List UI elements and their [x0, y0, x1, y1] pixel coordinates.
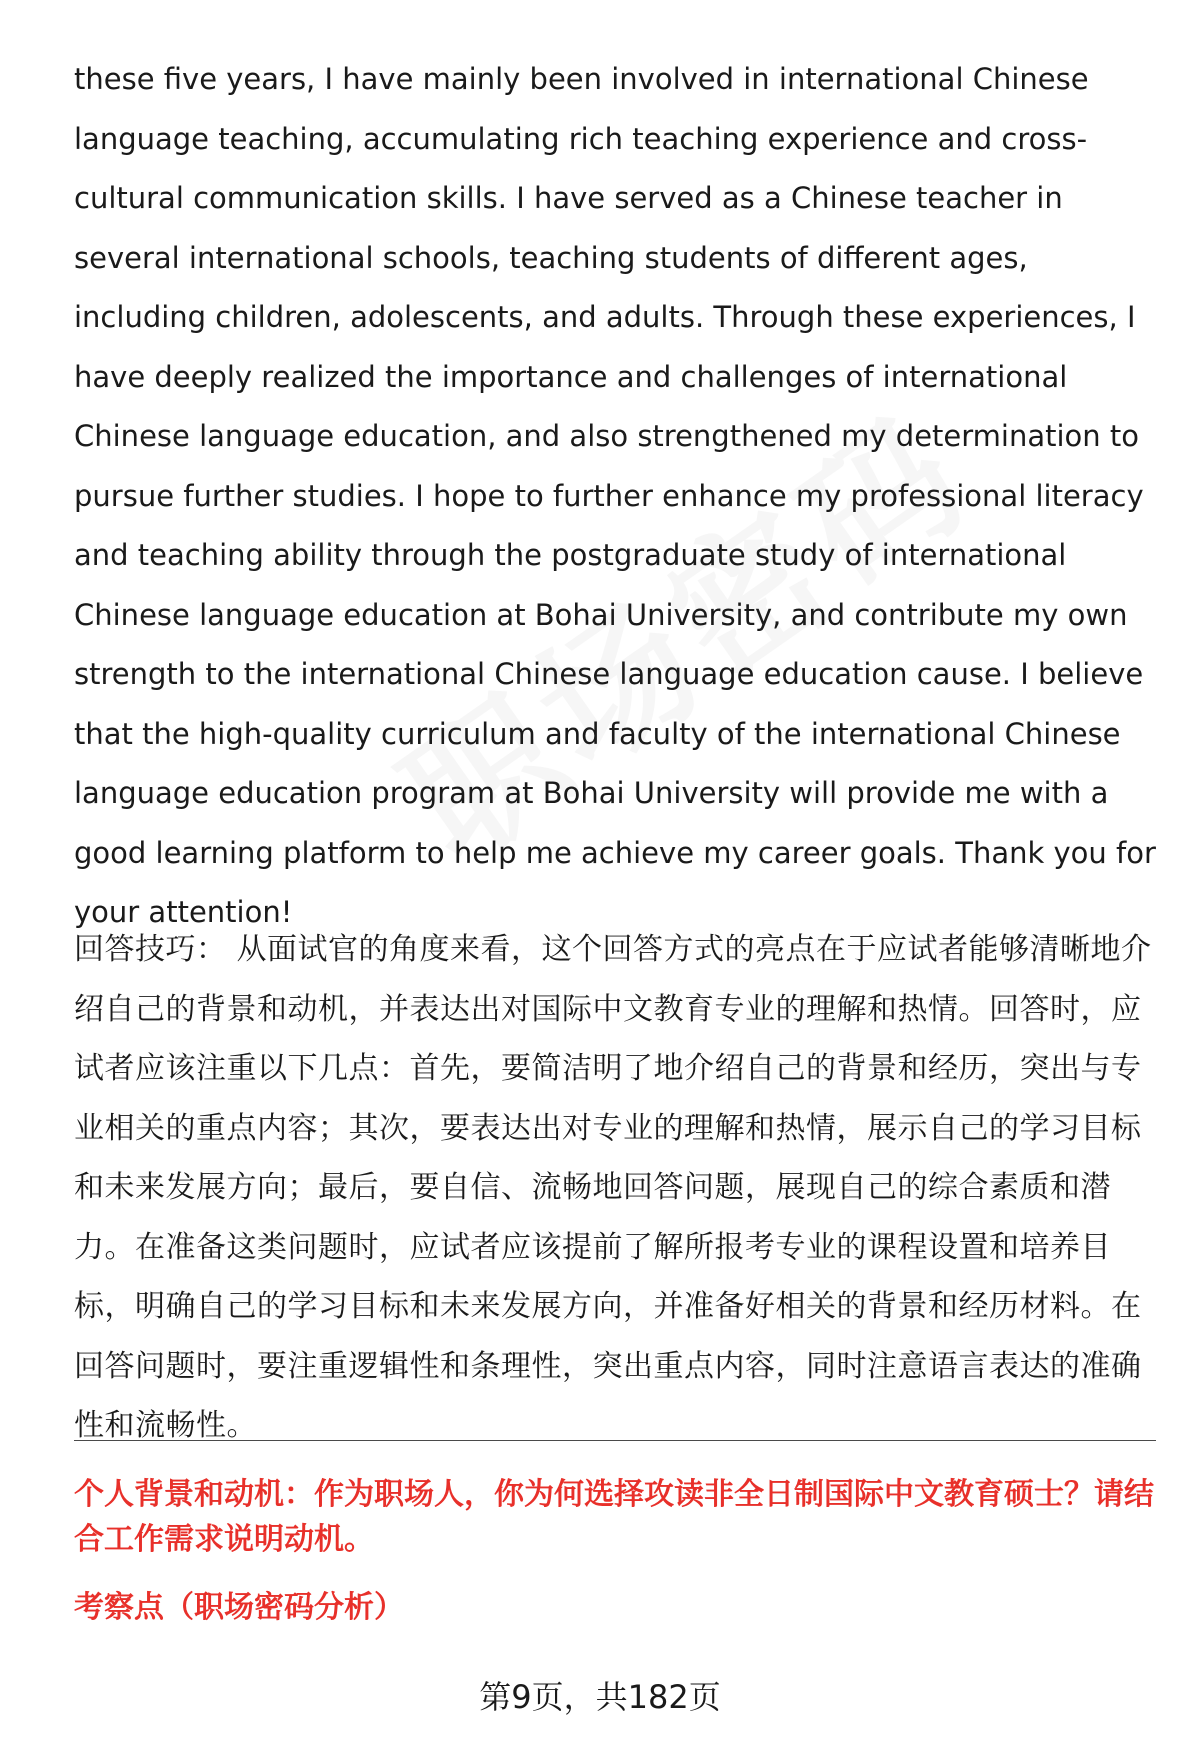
question-heading: 个人背景和动机：作为职场人，你为何选择攻读非全日制国际中文教育硕士？请结合工作需求说明动机。	[74, 1477, 1154, 1557]
exam-point-heading: 考察点（职场密码分析）	[74, 1590, 404, 1625]
page-number: 第9页，共182页	[479, 1678, 721, 1716]
section-divider	[74, 1440, 1156, 1441]
answer-tips-paragraph: 回答技巧： 从面试官的角度来看，这个回答方式的亮点在于应试者能够清晰地介绍自己的背景和动机，并表达出对国际中文教育专业的理解和热情。回答时，应试者应该注重以下几点：首先，要简洁明了地介绍自己的背景和经历，突出与专业相关的重点内容；其次，要表达出对专业的理解和热情，展示自己的学习目标和未来发展方向；最后，要自信、流畅地回答问题，展现自己的综合素质和潜力。在准备这类问题时，应试者应该提前了解所报考专业的课程设置和培养目标，明确自己的学习目标和未来发展方向，并准备好相关的背景和经历材料。在回答问题时，要注重逻辑性和条理性，突出重点内容，同时注意语言表达的准确性和流畅性。	[74, 932, 1152, 1443]
english-answer-paragraph: these five years, I have mainly been involved in international Chinese language teaching, accumulating rich teaching experience and cross-cultural communication skills. I have served as a Chinese teacher in several international schools, teaching students of different ages, including children, adolescents, and adults. Through these experiences, I have deeply realized the importance and challenges of international Chinese language education, and also strengthened my determination to pursue further studies. I hope to further enhance my professional literacy and teaching ability through the postgraduate study of international Chinese language education at Bohai University, and contribute my own strength to the international Chinese language education cause. I believe that the high-quality curriculum and faculty of the international Chinese language education program at Bohai University will provide me with a good learning platform to help me achieve my career goals. Thank you for your attention!	[74, 62, 1156, 929]
